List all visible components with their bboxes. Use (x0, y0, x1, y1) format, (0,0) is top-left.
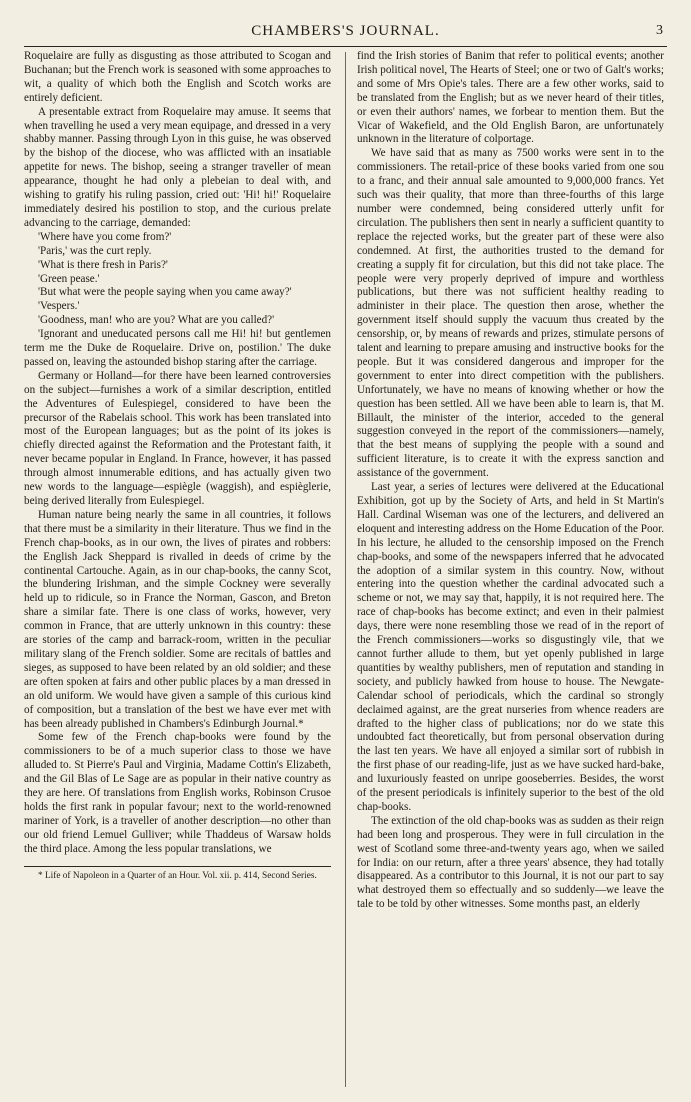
paragraph: 'But what were the people saying when you came away?' (38, 286, 292, 299)
footnote: * Life of Napoleon in a Quarter of an Hour. Vol. xii. p. 414, Second Series. (38, 870, 317, 881)
paragraph: Roquelaire are fully as disgusting as those attributed to Scogan and Buchanan; but the French work is seasoned with some approaches to wit, a quality of which both the English and Scotch works are entirely deficient. (24, 50, 331, 104)
left-column (24, 50, 331, 882)
footnote-divider (24, 866, 331, 867)
paragraph: 'Goodness, man! who are you? What are you called?' (38, 314, 275, 327)
paragraph: 'Ignorant and uneducated persons call me Hi! hi! but gentlemen term me the Duke de Roquelaire. Drive on, postilion.' The duke passed on, leaving the astounded bishop staring after the carriage. (24, 328, 331, 368)
journal-title: CHAMBERS'S JOURNAL. (251, 23, 440, 39)
paragraph: Human nature being nearly the same in all countries, it follows that there must be a similarity in their literature. Thus we find in the French chap-books, as in our own, the lives of pirates and robbers: the English Jack Sheppard is rivalled in deeds of crime by the continental Cartouche. Again, as in our chap-books, the canny Scot, the blundering Irishman, and the simple Cockney were severally held up to ridicule, so in France the Norman, Gascon, and Breton share a similar fate. There is one class of works, however, very common in France, that are utterly unknown in this country: these are stories of the camp and barrack-room, written in the peculiar military slang of the French soldier. Some are recitals of battles and sieges, as supposed to have been related by an old soldier; and these are often spoken at fairs and other public places by a man dressed in an old uniform. We would have given a sample of this curious kind of composition, but a translation of the best we have ever met with has been already published in Chambers's Edinburgh Journal.* (24, 508, 331, 730)
paragraph: Some few of the French chap-books were found by the commissioners to be of a much superior class to those we have alluded to. St Pierre's Paul and Virginia, Madame Cottin's Elizabeth, and the Gil Blas of Le Sage are as popular in their native country as they are here. Of translations from English works, Robinson Crusoe holds the first rank in popular favour; next to the world-renowned mariner of York, is a traveller of another description—no other than our old friend Lemuel Gulliver; while Thaddeus of Warsaw holds the third place. Among the less popular translations, we (24, 731, 331, 855)
page-number: 3 (656, 23, 663, 38)
paragraph: A presentable extract from Roquelaire may amuse. It seems that when travelling he used a very mean equipage, and dressed in a very shabby manner. Passing through Lyon in this guise, he was observed by the bishop of the diocese, who was afflicted with an insatiable appetite for news. The bishop, seeing a stranger traveller of mean appearance, thought he had only a plebeian to deal with, and wishing to gratify his ruling passion, cried out: 'Hi! hi!' Roquelaire immediately desired his postilion to stop, and the curious prelate advancing to the carriage, demanded: (24, 105, 331, 229)
page-header (24, 14, 667, 47)
paragraph: 'What is there fresh in Paris?' (38, 258, 168, 271)
paragraph: The extinction of the old chap-books was as sudden as their reign had been long and prosperous. They were in full circulation in the west of Scotland some three-and-twenty years ago, when we sailed for India: on our return, after a three years' absence, they had totally disappeared. As a contributor to this Journal, it is not our part to say what destroyed them so effectually and so suddenly—we leave the tale to be told by other witnesses. Some months past, an elderly (357, 814, 664, 911)
column-divider (345, 52, 346, 1087)
paragraph: 'Vespers.' (38, 300, 80, 313)
paragraph: We have said that as many as 7500 works were sent in to the commissioners. The retail-price of these books varied from one sou to a franc, and their annual sale amounted to 9,000,000 francs. Yet such was their quality, that more than three-fourths of this large number were condemned, being considered utterly unfit for circulation. The publishers then sent in nearly a sufficient quantity to replace the rejected works, but the greater part of these were also condemned. At first, the authorities trusted to the demand for creating a supply fit for circulation, but this did not take place. The people were very properly deprived of impure and worthless publications, but there was not sufficient healthy reading to administer in their place. The question then arose, whether the government itself should supply the vacuum thus created by the censorship, or, by means of rewards and prizes, stimulate persons of talent and learning to prepare amusing and instructive books for the people. But it was considered dangerous and improper for the government to enter into direct competition with the publishers. Unfortunately, we have no means of knowing whether or how the question has been settled. All we have been able to learn is, that M. Billault, the minister of the interior, acceded to the general suggestion conveyed in the report of the commissioners—namely, that the best means of supplying the people with a sound and sufficient literature, is to create it with the express sanction and assistance of the government. (357, 147, 664, 480)
paragraph: Germany or Holland—for there have been learned controversies on the subject—furnishes a work of a similar description, entitled the Adventures of Eulespiegel, considered to have been the precursor of the Rabelais school. This work has been translated into most of the European languages; but as the point of its jokes is chiefly directed against the Reformation and the Protestant faith, it never became popular in England. In France, however, it has passed through almost innumerable editions, and has actually given two new words to the language—espiègle (waggish), and espièglerie, being derived literally from Eulespiegel. (24, 369, 331, 507)
right-column (357, 50, 664, 912)
paragraph: Last year, a series of lectures were delivered at the Educational Exhibition, got up by the Society of Arts, and held in St Martin's Hall. Cardinal Wiseman was one of the lecturers, and delivered an eloquent and interesting address on the Home Education of the Poor. In his lecture, he alluded to the censorship imposed on the French chap-books, and some of the newspapers inferred that he advocated the adoption of a similar system in this country. Now, without entering into the question whether the cardinal advocated such a scheme or not, we may say that, happily, it is not required here. The race of chap-books has become extinct; and even in their palmiest days, there were none resembling those we read of in the report of the French commissioners—works so disgustingly vile, that we cannot further allude to them, but yet openly published in large quantities by wealthy publishers, men of reputation and standing in society, and publicly hawked from house to house. The Newgate-Calendar school of periodicals, which the cardinal so strongly declaimed against, are the great nurseries from whence readers are drafted to the higher class of publications; nor do we state this undoubted fact theoretically, but from personal observation during the last ten years. We have all enjoyed a similar sort of rubbish in the first phase of our reading-life, just as we have sucked hard-bake, and luxuriously feasted on unripe gooseberries. Besides, the worst of the present periodicals is infinitely superior to the best of the old chap-books. (357, 481, 664, 813)
paragraph: 'Paris,' was the curt reply. (38, 244, 152, 257)
paragraph: 'Green pease.' (38, 272, 100, 285)
paragraph: find the Irish stories of Banim that refer to political events; another Irish political novel, The Hearts of Steel; one or two of Galt's works; and some of Mrs Opie's tales. There are a few other works, said to be translated from the English; but as we never heard of their titles, or even their authors' names, we forbear to mention them. But the Vicar of Wakefield, and the Old English Baron, are unfortunately unknown in the literature of colportage. (357, 50, 664, 146)
paragraph: 'Where have you come from?' (38, 230, 172, 243)
